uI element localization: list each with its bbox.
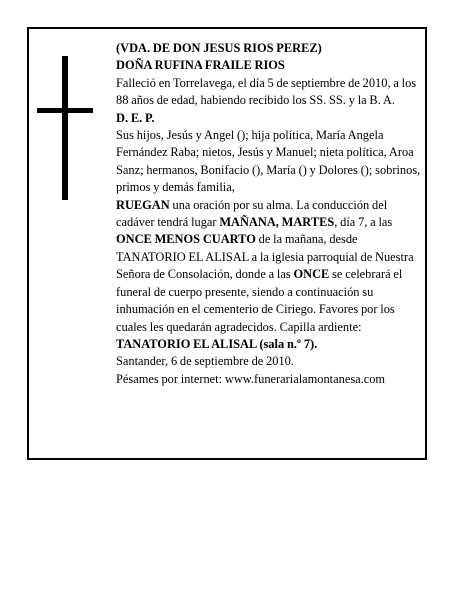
death-notice: Falleció en Torrelavega, el día 5 de septiembre de 2010, a los 88 años de edad, habiendo recibido los SS. SS. y la B. A. xyxy=(116,75,417,108)
family-list: Sus hijos, Jesús y Angel (); hija política, María Angela Fernández Raba; nietos, Jesús y Manuel; nieta política, Aroa Sanz; hermanos, Bonifacio (), María () y Dolores (); sobrinos, primos y demás familia, xyxy=(116,128,421,195)
cross-horizontal-bar xyxy=(37,108,93,113)
once-menos-cuarto-text: ONCE MENOS CUARTO xyxy=(116,232,256,247)
service-text-3: de la mañana, desde TANATORIO EL ALISAL a la iglesia parroquial de Nuestra Señora de Consolación, donde a las xyxy=(116,232,414,282)
obituary-notice xyxy=(27,27,427,460)
widow-line: (VDA. DE DON JESUS RIOS PEREZ) xyxy=(116,41,322,55)
once-text: ONCE xyxy=(293,267,330,282)
notice-text xyxy=(116,40,422,388)
deceased-name: DOÑA RUFINA FRAILE RIOS xyxy=(116,58,285,73)
service-details xyxy=(116,197,422,354)
manana-martes-text: MAÑANA, MARTES xyxy=(219,215,335,230)
cross-icon xyxy=(37,56,93,200)
place-date: Santander, 6 de septiembre de 2010. xyxy=(116,354,294,369)
cross-vertical-bar xyxy=(62,56,68,200)
service-text-4: se celebrará el funeral de cuerpo presente, siendo a continuación su inhumación en el cementerio de Ciriego. Favores por los cuales les quedarán agradecidos. Capilla ardiente: xyxy=(116,267,403,334)
capilla-ardiente-text: TANATORIO EL ALISAL (sala n.º 7). xyxy=(116,336,318,351)
rip-line: D. E. P. xyxy=(116,110,155,125)
service-text-2: , día 7, a las xyxy=(334,215,393,230)
condolences-line: Pésames por internet: www.funerarialamontanesa.com xyxy=(116,371,386,386)
service-text-1: una oración por su alma. La conducción del cadáver tendrá lugar xyxy=(116,197,388,230)
ruegan-text: RUEGAN xyxy=(116,197,170,212)
